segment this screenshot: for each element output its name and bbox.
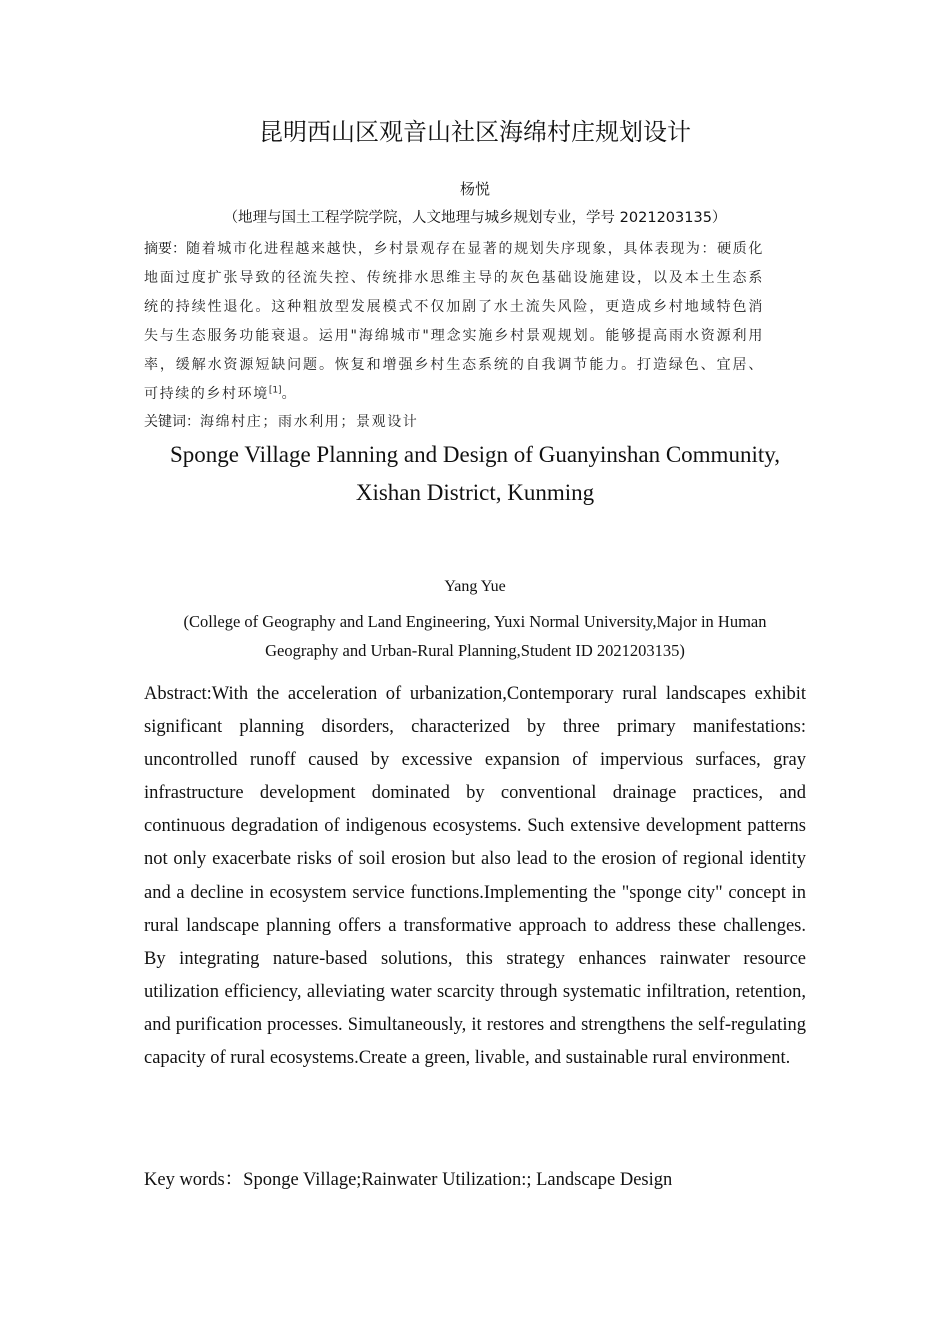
chinese-author: 杨悦	[459, 180, 490, 198]
english-abstract: Abstract:With the acceleration of urbanization,Contemporary rural landscapes exhibit significant planning disorders, characterized by three primary manifestations: uncontrolled runoff caused by excessive expansion of impervious surfaces, gray infrastructure development dominated by conventional drainage practices, and continuous degradation of indigenous ecosystems. Such extensive development patterns not only exacerbate risks of soil erosion but also lead to the erosion of regional identity and a decline in ecosystem service functions.Implementing the "sponge city" concept in rural landscape planning offers a transformative approach to address these challenges. By integrating nature-based solutions, this strategy enhances rainwater resource utilization efficiency, alleviating water scarcity through systematic infiltration, retention, and purification processes. Simultaneously, it restores and strengthens the self-regulating capacity of rural ecosystems.Create a green, livable, and sustainable rural environment.	[144, 684, 806, 1069]
chinese-keywords	[144, 408, 764, 436]
english-keywords: Key words：Sponge Village;Rainwater Utilization:; Landscape Design	[144, 1170, 673, 1190]
english-affiliation	[150, 607, 800, 665]
chinese-affiliation: （地理与国土工程学院学院，人文地理与城乡规划专业，学号 2021203135）	[223, 210, 727, 226]
citation-marker: [1]	[268, 385, 282, 396]
english-affiliation-line-2: Geography and Urban-Rural Planning,Student ID 2021203135)	[265, 641, 685, 660]
english-affiliation-line-1: (College of Geography and Land Engineering, Yuxi Normal University,Major in Human	[183, 612, 767, 631]
chinese-keywords-label: 关键词：	[144, 414, 200, 430]
chinese-abstract	[144, 235, 764, 409]
english-author: Yang Yue	[444, 578, 506, 595]
chinese-abstract-label: 摘要：	[144, 241, 187, 257]
chinese-keywords-text: 海绵村庄；雨水利用；景观设计	[200, 414, 419, 430]
english-title: Sponge Village Planning and Design of Guanyinshan Community, Xishan District, Kunming	[170, 442, 780, 505]
chinese-abstract-end: 。	[281, 386, 298, 402]
chinese-abstract-text: 随着城市化进程越来越快，乡村景观存在显著的规划失序现象，具体表现为：硬质化地面过度扩张导致的径流失控、传统排水思维主导的灰色基础设施建设，以及本土生态系统的持续性退化。这种粗放型发展模式不仅加剧了水土流失风险，更造成乡村地域特色消失与生态服务功能衰退。运用"海绵城市"理念实施乡村景观规划。能够提高雨水资源利用率，缓解水资源短缺问题。恢复和增强乡村生态系统的自我调节能力。打造绿色、宜居、可持续的乡村环境	[144, 241, 764, 402]
chinese-title: 昆明西山区观音山社区海绵村庄规划设计	[259, 118, 691, 146]
